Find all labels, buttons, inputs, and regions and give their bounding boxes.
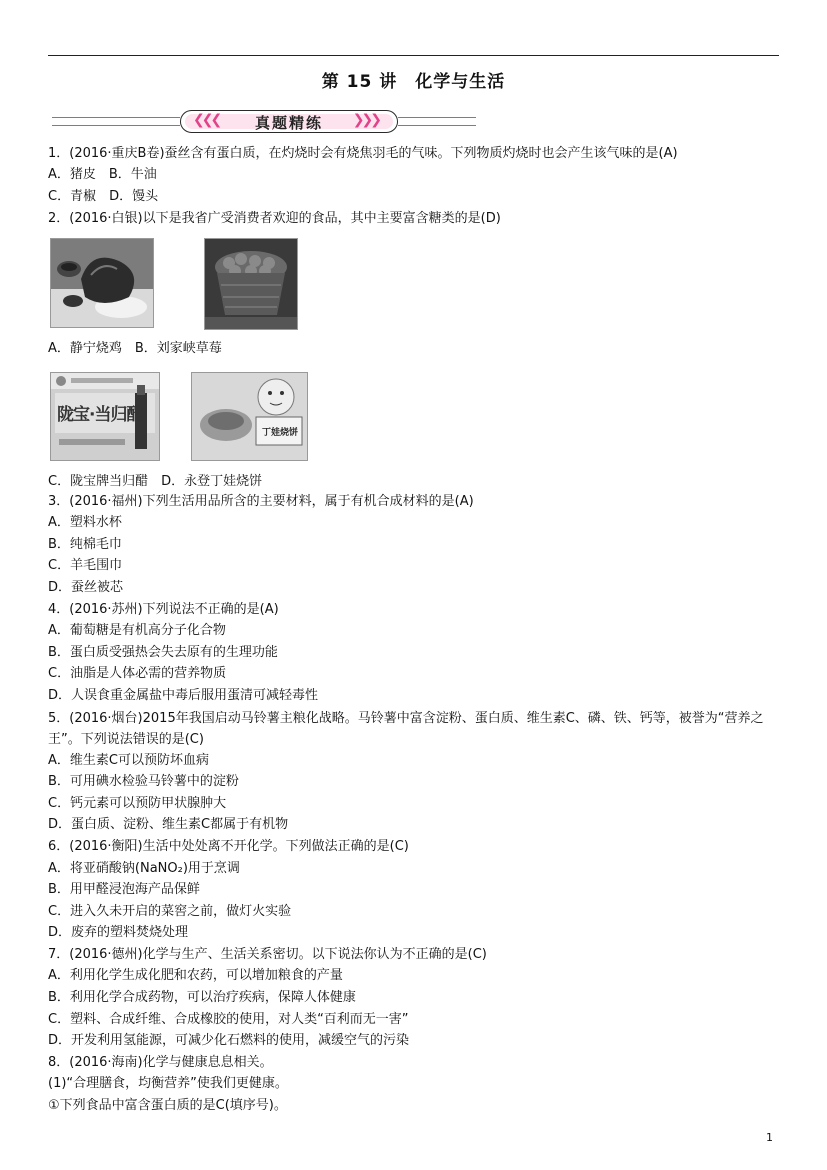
banner-line-left-bottom <box>52 125 180 126</box>
q6-option-a: A．将亚硝酸钠(NaNO₂)用于烹调 <box>48 861 240 876</box>
chevrons-left-icon: ❮❮❮ <box>193 112 220 128</box>
q6-option-c: C．进入久未开启的菜窖之前，做灯火实验 <box>48 904 292 919</box>
q8-sub1-part1: ①下列食品中富含蛋白质的是C(填序号)。 <box>48 1098 287 1113</box>
section-banner <box>52 110 476 134</box>
q5-option-c: C．钙元素可以预防甲状腺肿大 <box>48 796 227 811</box>
banner-pill <box>180 110 398 133</box>
q2-stem: 2．(2016·白银)以下是我省广受消费者欢迎的食品，其中主要富含糖类的是(D) <box>48 211 501 226</box>
q7-option-c: C．塑料、合成纤维、合成橡胶的使用，对人类“百利而无一害” <box>48 1012 409 1027</box>
banner-label: 真题精练 <box>254 114 323 132</box>
q3-option-a: A．塑料水杯 <box>48 515 122 530</box>
q5-option-b: B．可用碘水检验马铃薯中的淀粉 <box>48 774 239 789</box>
strawberry-basket-image <box>204 238 298 330</box>
header-rule <box>48 55 779 56</box>
q7-option-b: B．利用化学合成药物，可以治疗疾病，保障人体健康 <box>48 990 356 1005</box>
baked-cake-image <box>191 372 308 461</box>
vinegar-ad-image <box>50 372 160 461</box>
q4-stem: 4．(2016·苏州)下列说法不正确的是(A) <box>48 602 279 617</box>
q2-options-ab: A．静宁烧鸡 B．刘家峡草莓 <box>48 341 222 356</box>
q5-stem: 5．(2016·烟台)2015年我国启动马铃薯主粮化战略。马铃薯中富含淀粉、蛋白质、维生素C、磷、铁、钙等，被誉为“营养之王”。下列说法错误的是(C) <box>48 711 764 747</box>
q6-stem: 6．(2016·衡阳)生活中处处离不开化学。下列做法正确的是(C) <box>48 839 409 854</box>
baked-cake-brand-text: 丁娃烧饼 <box>262 428 299 438</box>
q7-option-a: A．利用化学生成化肥和农药，可以增加粮食的产量 <box>48 968 343 983</box>
page-number: 1 <box>766 1131 773 1144</box>
q3-stem: 3．(2016·福州)下列生活用品所含的主要材料，属于有机合成材料的是(A) <box>48 494 474 509</box>
q8-sub1: (1)“合理膳食，均衡营养”使我们更健康。 <box>48 1076 288 1091</box>
q2-options-cd: C．陇宝牌当归醋 D．永登丁娃烧饼 <box>48 474 263 489</box>
q7-option-d: D．开发利用氢能源，可减少化石燃料的使用，减缓空气的污染 <box>48 1033 410 1048</box>
q6-option-d: D．废弃的塑料焚烧处理 <box>48 925 189 940</box>
roast-chicken-image <box>50 238 154 328</box>
q8-stem: 8．(2016·海南)化学与健康息息相关。 <box>48 1055 273 1070</box>
banner-line-left-top <box>52 117 180 118</box>
q3-option-b: B．纯棉毛巾 <box>48 537 122 552</box>
q4-option-d: D．人误食重金属盐中毒后服用蛋清可减轻毒性 <box>48 688 319 703</box>
banner-line-right-bottom <box>398 125 476 126</box>
q7-stem: 7．(2016·德州)化学与生产、生活关系密切。以下说法你认为不正确的是(C) <box>48 947 487 962</box>
page-title: 第 15 讲 化学与生活 <box>321 72 506 92</box>
q5-option-a: A．维生素C可以预防坏血病 <box>48 753 209 768</box>
q3-option-c: C．羊毛围巾 <box>48 558 123 573</box>
q4-option-b: B．蛋白质受强热会失去原有的生理功能 <box>48 645 278 660</box>
q4-option-a: A．葡萄糖是有机高分子化合物 <box>48 623 226 638</box>
vinegar-ad-text: 陇宝·当归醋 <box>57 405 143 425</box>
q1-options-ab: A．猪皮 B．牛油 <box>48 167 157 182</box>
q1-options-cd: C．青椒 D．馒头 <box>48 189 159 204</box>
chevrons-right-icon: ❯❯❯ <box>352 112 379 128</box>
q3-option-d: D．蚕丝被芯 <box>48 580 124 595</box>
q4-option-c: C．油脂是人体必需的营养物质 <box>48 666 227 681</box>
q1-stem: 1．(2016·重庆B卷)蚕丝含有蛋白质，在灼烧时会有烧焦羽毛的气味。下列物质灼烧时也会产生该气味的是(A) <box>48 146 678 161</box>
q5-option-d: D．蛋白质、淀粉、维生素C都属于有机物 <box>48 817 289 832</box>
banner-line-right-top <box>398 117 476 118</box>
q6-option-b: B．用甲醛浸泡海产品保鲜 <box>48 882 200 897</box>
